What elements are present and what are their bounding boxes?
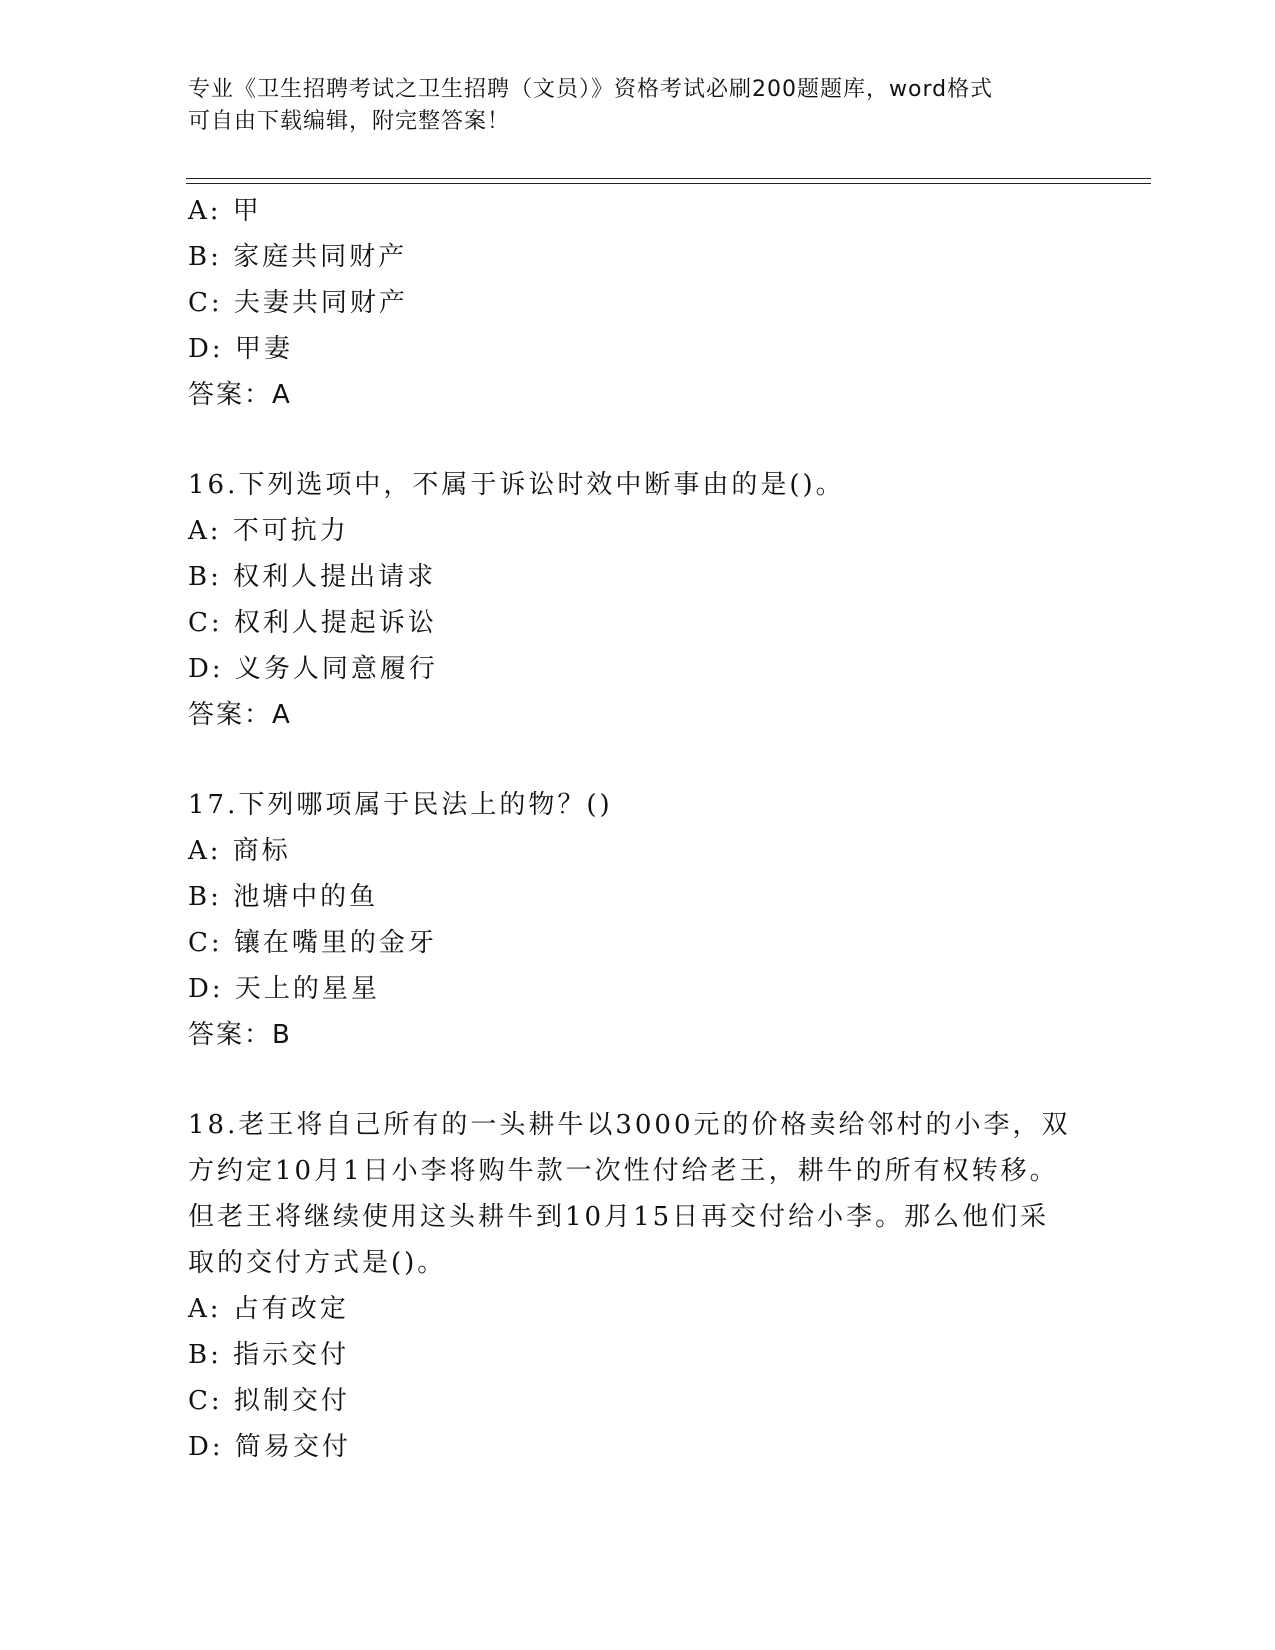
question-18-option-c: C: 拟制交付 (188, 1386, 350, 1416)
question-17-option-a: A: 商标 (188, 836, 291, 866)
header-title-line-1: 专业《卫生招聘考试之卫生招聘（文员）》资格考试必刷200题题库，word格式 (188, 77, 994, 102)
header-divider-bottom (186, 183, 1151, 184)
question-16-answer: 答案：A (188, 700, 292, 730)
question-17-text: 17.下列哪项属于民法上的物？() (188, 790, 613, 820)
question-18-block (188, 1102, 1071, 1470)
question-15-option-c: C: 夫妻共同财产 (188, 288, 408, 318)
question-15-option-d: D: 甲妻 (188, 334, 293, 364)
question-16-option-b: B: 权利人提出请求 (188, 562, 437, 592)
spacer (188, 738, 1068, 782)
question-17-option-d: D: 天上的星星 (188, 974, 380, 1004)
question-17-answer: 答案：B (188, 1020, 292, 1050)
question-17-block (188, 782, 1068, 1058)
question-18-option-d: D: 简易交付 (188, 1432, 351, 1462)
question-15-block (188, 188, 1068, 418)
question-16-option-c: C: 权利人提起诉讼 (188, 608, 437, 638)
question-16-option-d: D: 义务人同意履行 (188, 654, 438, 684)
document-body (188, 188, 1071, 1470)
question-18-text-line-1: 18.老王将自己所有的一头耕牛以3000元的价格卖给邻村的小李，双 (188, 1110, 1071, 1140)
question-17-option-c: C: 镶在嘴里的金牙 (188, 928, 437, 958)
question-18-option-b: B: 指示交付 (188, 1340, 350, 1370)
question-17-option-b: B: 池塘中的鱼 (188, 882, 379, 912)
question-15-option-b: B: 家庭共同财产 (188, 242, 408, 272)
question-15-option-a: A: 甲 (188, 196, 262, 226)
question-16-block (188, 462, 1068, 738)
header-title-line-2: 可自由下载编辑，附完整答案！ (188, 109, 511, 134)
spacer (188, 418, 1068, 462)
spacer (188, 1058, 1068, 1102)
question-16-option-a: A: 不可抗力 (188, 516, 349, 546)
question-16-text: 16.下列选项中，不属于诉讼时效中断事由的是()。 (188, 470, 845, 500)
question-15-answer: 答案：A (188, 380, 292, 410)
question-18-option-a: A: 占有改定 (188, 1294, 349, 1324)
question-18-text-line-3: 但老王将继续使用这头耕牛到10月15日再交付给小李。那么他们采 (188, 1202, 1050, 1232)
question-18-text-line-2: 方约定10月1日小李将购牛款一次性付给老王，耕牛的所有权转移。 (188, 1156, 1059, 1186)
header-divider-top (186, 178, 1151, 179)
question-18-text-line-4: 取的交付方式是()。 (188, 1248, 447, 1278)
document-header (188, 74, 1068, 138)
